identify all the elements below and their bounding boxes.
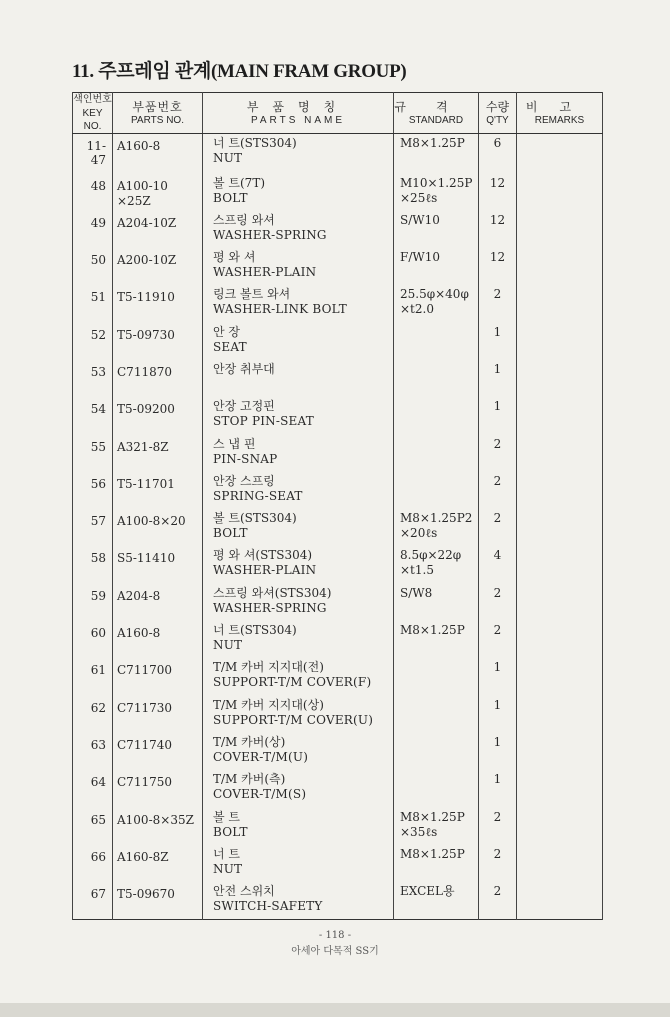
standard-cell: M8×1.25P <box>394 621 479 658</box>
qty-cell: 1 <box>479 733 517 770</box>
table-row <box>73 845 603 882</box>
qty-cell: 2 <box>479 285 517 322</box>
table-row <box>73 472 603 509</box>
parts-name-cell <box>203 882 394 919</box>
parts-no-cell: T5-11701 <box>113 472 203 509</box>
qty-cell: 2 <box>479 509 517 546</box>
qty-cell: 1 <box>479 658 517 695</box>
parts-name-en: PIN-SNAP <box>213 451 278 466</box>
key-no-cell: 48 <box>73 174 113 211</box>
table-row <box>73 211 603 248</box>
remarks-cell <box>517 472 603 509</box>
standard-cell <box>394 397 479 434</box>
parts-no-cell: A160-8Z <box>113 845 203 882</box>
table-row <box>73 285 603 322</box>
parts-name-ko: 스 냅 핀 <box>213 436 256 451</box>
key-no-cell: 66 <box>73 845 113 882</box>
header-remarks-en: REMARKS <box>534 114 585 126</box>
remarks-cell <box>517 658 603 695</box>
standard-cell <box>394 360 479 397</box>
parts-name-cell <box>203 472 394 509</box>
header-key-no <box>73 93 113 134</box>
header-key-no-en: KEY NO. <box>82 108 103 132</box>
header-standard-ko: 규격 <box>394 99 478 114</box>
parts-name-en: BOLT <box>213 824 248 839</box>
remarks-cell <box>517 248 603 285</box>
key-no-cell: 62 <box>73 696 113 733</box>
parts-name-en: COVER-T/M(S) <box>213 787 307 802</box>
standard-cell: M8×1.25P <box>394 845 479 882</box>
parts-name-ko: 평 와 셔(STS304) <box>213 548 313 563</box>
footer-subtitle: 아세아 다목적 SS기 <box>291 946 379 957</box>
parts-name-cell <box>203 211 394 248</box>
parts-name-cell <box>203 770 394 807</box>
header-standard <box>394 93 479 134</box>
header-qty-ko: 수량 <box>485 99 510 114</box>
parts-name-cell <box>203 323 394 360</box>
standard-cell <box>394 658 479 695</box>
parts-name-en: STOP PIN-SEAT <box>213 414 314 429</box>
parts-no-cell: C711730 <box>113 696 203 733</box>
remarks-cell <box>517 360 603 397</box>
table-row <box>73 696 603 733</box>
parts-name-en: WASHER-SPRING <box>213 227 327 242</box>
remarks-cell <box>517 733 603 770</box>
standard-cell: EXCEL용 <box>394 882 479 919</box>
table-row <box>73 435 603 472</box>
parts-name-ko: 스프링 와셔 <box>213 212 275 227</box>
parts-name-cell <box>203 174 394 211</box>
parts-name-cell <box>203 845 394 882</box>
parts-name-ko: 볼 트(7T) <box>213 175 266 190</box>
qty-cell: 12 <box>479 248 517 285</box>
qty-cell: 1 <box>479 323 517 360</box>
parts-name-ko: T/M 카버(측) <box>213 772 286 787</box>
remarks-cell <box>517 584 603 621</box>
remarks-cell <box>517 696 603 733</box>
parts-name-en: NUT <box>213 861 243 876</box>
key-no-cell: 51 <box>73 285 113 322</box>
header-qty-en: Q'TY <box>486 114 509 126</box>
parts-name-ko: 평 와 셔 <box>213 250 256 265</box>
standard-cell: M8×1.25P ×35ℓs <box>394 808 479 845</box>
standard-cell: 8.5φ×22φ ×t1.5 <box>394 546 479 583</box>
parts-no-cell: A204-8 <box>113 584 203 621</box>
parts-name-ko: 너 트 <box>213 846 240 861</box>
parts-name-en: SWITCH-SAFETY <box>213 899 323 914</box>
parts-name-ko: 안장 스프링 <box>213 473 275 488</box>
parts-name-cell <box>203 397 394 434</box>
parts-name-en: NUT <box>213 638 243 653</box>
qty-cell: 2 <box>479 882 517 919</box>
key-no-cell: 57 <box>73 509 113 546</box>
remarks-cell <box>517 285 603 322</box>
parts-no-cell: A100-8×20 <box>113 509 203 546</box>
standard-cell: S/W8 <box>394 584 479 621</box>
header-remarks-ko: 비고 <box>525 99 594 114</box>
key-no-cell: 59 <box>73 584 113 621</box>
parts-no-cell: S5-11410 <box>113 546 203 583</box>
key-no-cell: 65 <box>73 808 113 845</box>
parts-name-en: WASHER-PLAIN <box>213 563 317 578</box>
parts-no-cell: C711870 <box>113 360 203 397</box>
parts-name-en: SUPPORT-T/M COVER(F) <box>213 675 372 690</box>
table-row <box>73 621 603 658</box>
parts-name-cell <box>203 435 394 472</box>
parts-name-cell <box>203 509 394 546</box>
parts-name-en: SPRING-SEAT <box>213 488 303 503</box>
qty-cell: 2 <box>479 621 517 658</box>
qty-cell: 2 <box>479 584 517 621</box>
parts-no-cell: A160-8 <box>113 134 203 174</box>
parts-name-ko: 안 장 <box>213 324 240 339</box>
page-number: - 118 - <box>318 930 352 941</box>
remarks-cell <box>517 546 603 583</box>
qty-cell: 12 <box>479 174 517 211</box>
parts-name-cell <box>203 658 394 695</box>
qty-cell: 4 <box>479 546 517 583</box>
parts-name-cell <box>203 733 394 770</box>
qty-cell: 2 <box>479 845 517 882</box>
parts-no-cell: T5-09200 <box>113 397 203 434</box>
remarks-cell <box>517 435 603 472</box>
header-parts-name-ko: 부품명칭 <box>246 99 350 114</box>
key-no-cell: 67 <box>73 882 113 919</box>
parts-table <box>72 92 603 920</box>
standard-cell: S/W10 <box>394 211 479 248</box>
standard-cell: M8×1.25P <box>394 134 479 174</box>
qty-cell: 2 <box>479 435 517 472</box>
standard-cell <box>394 770 479 807</box>
parts-table-body <box>73 134 603 920</box>
parts-name-en: WASHER-LINK BOLT <box>213 302 347 317</box>
key-no-cell: 50 <box>73 248 113 285</box>
parts-name-ko: T/M 카버 지지대(전) <box>213 660 324 675</box>
parts-no-cell: C711700 <box>113 658 203 695</box>
remarks-cell <box>517 882 603 919</box>
parts-no-cell: A160-8 <box>113 621 203 658</box>
parts-name-en: COVER-T/M(U) <box>213 749 309 764</box>
standard-cell: M8×1.25P2 ×20ℓs <box>394 509 479 546</box>
parts-name-en: BOLT <box>213 526 248 541</box>
header-standard-en: STANDARD <box>408 114 464 126</box>
parts-name-ko: 스프링 와셔(STS304) <box>213 585 332 600</box>
table-row <box>73 882 603 919</box>
header-parts-no-en: PARTS NO. <box>131 114 184 126</box>
parts-no-cell: C711750 <box>113 770 203 807</box>
remarks-cell <box>517 174 603 211</box>
standard-cell <box>394 696 479 733</box>
parts-name-cell <box>203 285 394 322</box>
header-parts-name <box>203 93 394 134</box>
parts-name-en: BOLT <box>213 190 248 205</box>
qty-cell: 1 <box>479 397 517 434</box>
header-row <box>73 93 603 134</box>
header-parts-no <box>113 93 203 134</box>
remarks-cell <box>517 845 603 882</box>
key-no-cell: 61 <box>73 658 113 695</box>
table-row <box>73 174 603 211</box>
table-row <box>73 509 603 546</box>
key-no-cell: 11-47 <box>73 134 113 174</box>
qty-cell: 12 <box>479 211 517 248</box>
parts-name-en: NUT <box>213 151 243 165</box>
parts-name-ko: 안장 취부대 <box>213 361 275 376</box>
header-parts-name-en: PARTS NAME <box>250 114 346 126</box>
table-row <box>73 248 603 285</box>
qty-cell: 1 <box>479 770 517 807</box>
parts-name-cell <box>203 546 394 583</box>
qty-cell: 1 <box>479 696 517 733</box>
key-no-cell: 60 <box>73 621 113 658</box>
parts-name-ko: 너 트(STS304) <box>213 136 297 150</box>
standard-cell: 25.5φ×40φ ×t2.0 <box>394 285 479 322</box>
parts-name-cell <box>203 248 394 285</box>
standard-cell <box>394 472 479 509</box>
parts-name-ko: 너 트(STS304) <box>213 623 297 638</box>
qty-cell: 2 <box>479 472 517 509</box>
table-row <box>73 134 603 174</box>
table-row <box>73 733 603 770</box>
parts-name-ko: 안장 고정핀 <box>213 399 275 414</box>
key-no-cell: 58 <box>73 546 113 583</box>
parts-no-cell: T5-09730 <box>113 323 203 360</box>
qty-cell: 2 <box>479 808 517 845</box>
table-row <box>73 397 603 434</box>
standard-cell: F/W10 <box>394 248 479 285</box>
standard-cell <box>394 323 479 360</box>
table-row <box>73 808 603 845</box>
key-no-cell: 63 <box>73 733 113 770</box>
table-row <box>73 546 603 583</box>
key-no-cell: 54 <box>73 397 113 434</box>
header-parts-no-ko: 부품번호 <box>132 99 183 114</box>
parts-name-ko: 안전 스위치 <box>213 884 275 899</box>
page-title: 11. 주프레임 관계(MAIN FRAM GROUP) <box>72 61 407 82</box>
remarks-cell <box>517 770 603 807</box>
parts-name-cell <box>203 808 394 845</box>
parts-name-en: WASHER-SPRING <box>213 600 327 615</box>
key-no-cell: 64 <box>73 770 113 807</box>
parts-no-cell: A100-10 ×25Z <box>113 174 203 211</box>
table-row <box>73 770 603 807</box>
key-no-cell: 53 <box>73 360 113 397</box>
qty-cell: 6 <box>479 134 517 174</box>
remarks-cell <box>517 621 603 658</box>
parts-no-cell: T5-11910 <box>113 285 203 322</box>
qty-cell: 1 <box>479 360 517 397</box>
parts-name-cell <box>203 360 394 397</box>
remarks-cell <box>517 397 603 434</box>
standard-cell <box>394 435 479 472</box>
parts-no-cell: A204-10Z <box>113 211 203 248</box>
table-row <box>73 584 603 621</box>
parts-name-ko: 볼 트 <box>213 809 240 824</box>
parts-name-cell <box>203 696 394 733</box>
key-no-cell: 52 <box>73 323 113 360</box>
parts-name-en: SUPPORT-T/M COVER(U) <box>213 712 374 727</box>
page-bottom-edge <box>0 1003 670 1017</box>
remarks-cell <box>517 808 603 845</box>
parts-name-en: SEAT <box>213 339 247 354</box>
table-row <box>73 360 603 397</box>
table-row <box>73 658 603 695</box>
remarks-cell <box>517 509 603 546</box>
parts-name-cell <box>203 134 394 174</box>
parts-no-cell: A321-8Z <box>113 435 203 472</box>
parts-name-ko: T/M 카버 지지대(상) <box>213 697 324 712</box>
remarks-cell <box>517 134 603 174</box>
parts-no-cell: C711740 <box>113 733 203 770</box>
parts-no-cell: T5-09670 <box>113 882 203 919</box>
table-row <box>73 323 603 360</box>
parts-name-ko: T/M 카버(상) <box>213 734 286 749</box>
parts-name-en: WASHER-PLAIN <box>213 265 317 280</box>
parts-no-cell: A200-10Z <box>113 248 203 285</box>
parts-name-ko: 볼 트(STS304) <box>213 511 297 526</box>
key-no-cell: 49 <box>73 211 113 248</box>
standard-cell: M10×1.25P ×25ℓs <box>394 174 479 211</box>
key-no-cell: 56 <box>73 472 113 509</box>
remarks-cell <box>517 211 603 248</box>
key-no-cell: 55 <box>73 435 113 472</box>
parts-name-cell <box>203 621 394 658</box>
header-qty <box>479 93 517 134</box>
parts-no-cell: A100-8×35Z <box>113 808 203 845</box>
header-remarks <box>517 93 603 134</box>
parts-name-ko: 링크 볼트 와셔 <box>213 287 291 302</box>
remarks-cell <box>517 323 603 360</box>
standard-cell <box>394 733 479 770</box>
header-key-no-ko: 색인번호 <box>73 94 112 105</box>
parts-name-cell <box>203 584 394 621</box>
